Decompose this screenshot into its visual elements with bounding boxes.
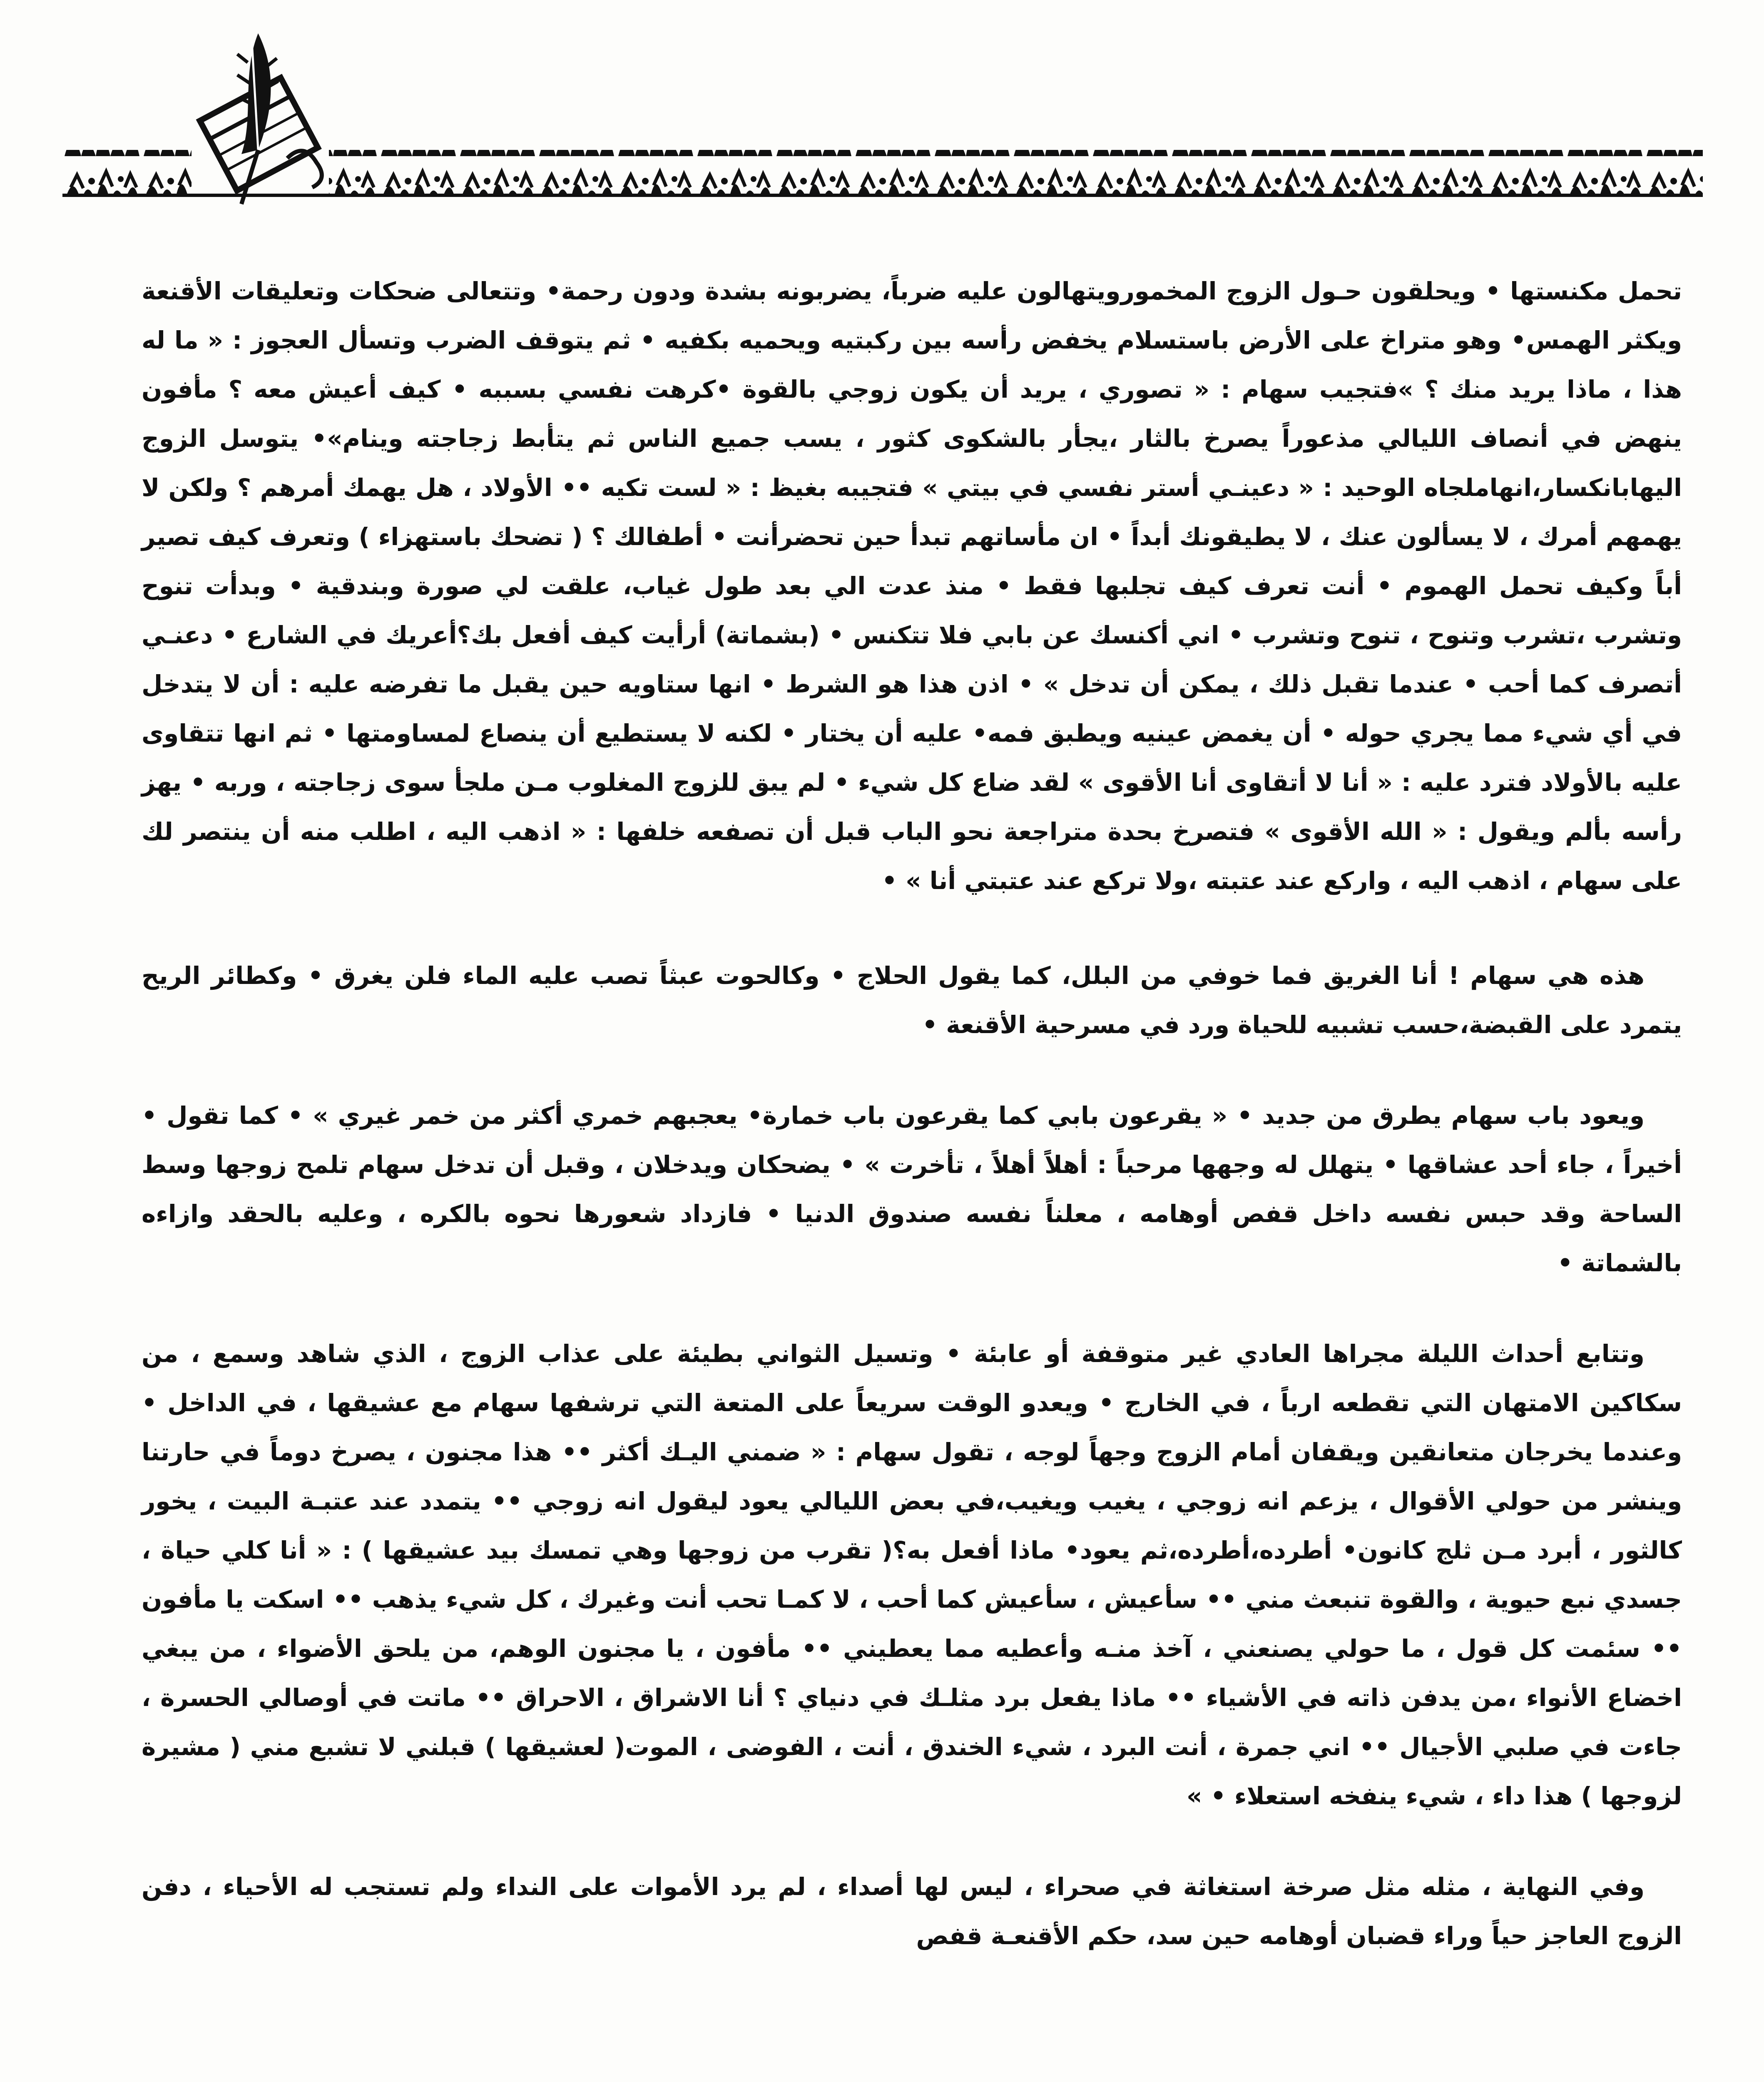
header-ornament: [62, 25, 1703, 221]
paragraph-2: هذه هي سهام ! أنا الغريق فما خوفي من البلل، كما يقول الحلاج • وكالحوت عبثاً تصب عليه الماء فلن يغرق • وكطائر الريح يتمرد على القبضة،حسب تشبيه للحياة ورد في مسرحية الأقنعة •: [142, 961, 1682, 1039]
paragraph-4: وتتابع أحداث الليلة مجراها العادي غير متوقفة أو عابئة • وتسيل الثواني بطيئة على عذاب الزوج ، الذي شاهد وسمع ، من سكاكين الامتهان التي تقطعه ارباً ، في الخارج • ويعدو الوقت سريعاً على المتعة التي ترشفها سهام مع عشيقها ، في الداخل • وعندما يخرجان متعانقين ويقفان أمام الزوج وجهاً لوجه ، تقول سهام : « ضمني اليـك أكثر •• هذا مجنون ، يصرخ دوماً في حارتنا وينشر من حولي الأقوال ، يزعم انه زوجي ، يغيب ويغيب،في بعض الليالي يعود ليقول انه زوجي •• يتمدد عند عتبـة البيت ، يخور كالثور ، أبرد مـن ثلج كانون• أطرده،أطرده،ثم يعود• ماذا أفعل به؟( تقرب من زوجها وهي تمسك بيد عشيقها ) : « أنا كلي حياة ، جسدي نبع حيوية ، والقوة تنبعث مني •• سأعيش ، سأعيش كما أحب ، لا كمـا تحب أنت وغيرك ، كل شيء يذهب •• اسكت يا مأفون •• سئمت كل قول ، ما حولي يصنعني ، آخذ منـه وأعطيه مما يعطيني •• مأفون ، يا مجنون الوهم، من يلحق الأضواء ، من يبغي اخضاع الأنواء ،من يدفن ذاته في الأشياء •• ماذا يفعل برد مثلـك في دنياي ؟ أنا الاشراق ، الاحراق •• ماتت في أوصالي الحسرة ، جاءت في صلبي الأجيال •• اني جمرة ، أنت البرد ، شيء الخندق ، أنت ، الفوضى ، الموت( لعشيقها ) قبلني لا تشبع مني ( مشيرة لزوجها ) هذا داء ، شيء ينفخه استعلاء • »: [142, 1340, 1682, 1810]
paragraph-1: تحمل مكنستها • ويحلقون حـول الزوج المخمورويتهالون عليه ضرباً، يضربونه بشدة ودون رحمة• وتتعالى ضحكات وتعليقات الأقنعة ويكثر الهمس• وهو متراخ على الأرض باستسلام يخفض رأسه بين ركبتيه ويحميه بكفيه • ثم يتوقف الضرب وتسأل العجوز : « ما له هذا ، ماذا يريد منك ؟ »فتجيب سهام : « تصوري ، يريد أن يكون زوجي بالقوة •كرهت نفسي بسببه • كيف أعيش معه ؟ مأفون ينهض في أنصاف الليالي مذعوراً يصرخ بالثار ،يجأر بالشكوى كثور ، يسب جميع الناس ثم يتأبط زجاجته وينام»• يتوسل الزوج اليهابانكسار،انهاملجاه الوحيد : « دعينـي أستر نفسي في بيتي » فتجيبه بغيظ : « لست تكيه •• الأولاد ، هل يهمك أمرهم ؟ ولكن لا يهمهم أمرك ، لا يسألون عنك ، لا يطيقونك أبداً • ان مأساتهم تبدأ حين تحضرأنت • أطفالك ؟ ( تضحك باستهزاء ) وتعرف كيف تصير أباً وكيف تحمل الهموم • أنت تعرف كيف تجلبها فقط • منذ عدت الي بعد طول غياب، علقت لي صورة وبندقية • وبدأت تنوح وتشرب ،تشرب وتنوح ، تنوح وتشرب • اني أكنسك عن بابي فلا تتكنس • (بشماتة) أرأيت كيف أفعل بك؟أعريك في الشارع • دعنـي أتصرف كما أحب • عندما تقبل ذلك ، يمكن أن تدخل » • اذن هذا هو الشرط • انها ستاويه حين يقبل ما تفرضه عليه : أن لا يتدخل في أي شيء مما يجري حوله • أن يغمض عينيه ويطبق فمه• عليه أن يختار • لكنه لا يستطيع أن ينصاع لمساومتها • ثم انها تتقاوى عليه بالأولاد فترد عليه : « أنا لا أتقاوى أنا الأقوى » لقد ضاع كل شيء • لم يبق للزوج المغلوب مـن ملجأ سوى زجاجته ، وربه • يهز رأسه بألم ويقول : « الله الأقوى » فتصرخ بحدة متراجعة نحو الباب قبل أن تصفعه خلفها : « اذهب اليه ، اطلب منه أن ينتصر لك على سهام ، اذهب اليه ، واركع عند عتبته ،ولا تركع عند عتبتي أنا » •: [142, 277, 1682, 895]
feather-ink-ornament-icon: [62, 25, 1703, 221]
paragraph-3: ويعود باب سهام يطرق من جديد • « يقرعون بابي كما يقرعون باب خمارة• يعجبهم خمري أكثر من خمر غيري » • كما تقول • أخيراً ، جاء أحد عشاقها • يتهلل له وجهها مرحباً : أهلاً أهلاً ، تأخرت » • يضحكان ويدخلان ، وقبل أن تدخل سهام تلمح زوجها وسط الساحة وقد حبس نفسه داخل قفص أوهامه ، معلناً نفسه صندوق الدنيا • فازداد شعورها نحوه بالكره ، وعليه بالحقد وازاءه بالشماتة •: [142, 1101, 1682, 1277]
article-body: [142, 266, 1682, 1960]
paragraph-5: وفي النهاية ، مثله مثل صرخة استغاثة في صحراء ، ليس لها أصداء ، لم يرد الأموات على النداء ولم تستجب له الأحياء ، دفن الزوج العاجز حياً وراء قضبان أوهامه حين سد، حكم الأقنعـة قفص: [142, 1873, 1682, 1950]
